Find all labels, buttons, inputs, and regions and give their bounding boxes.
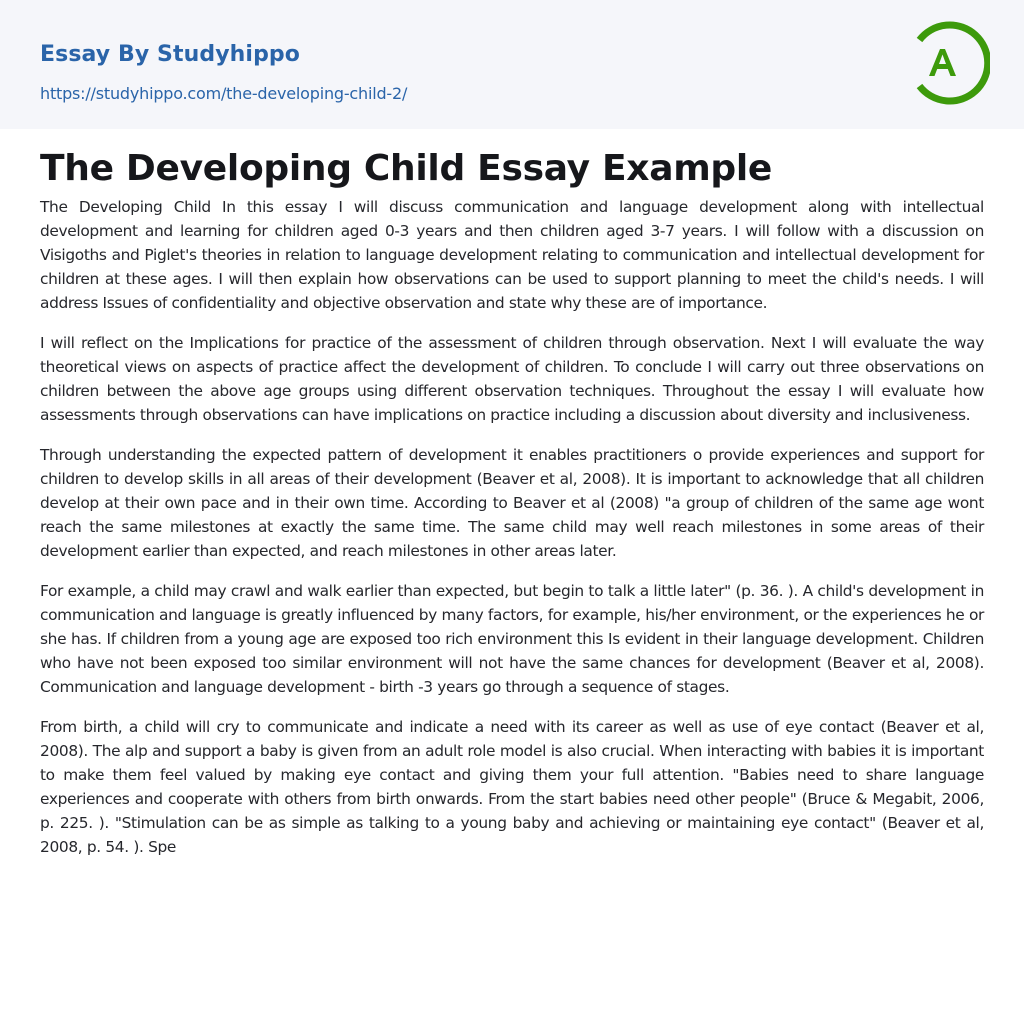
site-name: Essay By Studyhippo [40, 42, 300, 67]
essay-paragraph: Through understanding the expected pattern of development it enables practitioners o provide experiences and support for children to develop skills in all areas of their development (Beaver et al, 2008). It is important to acknowledge that all children develop at their own pace and in their own time. According to Beaver et al (2008) "a group of children of the same age wont reach the same milestones at exactly the same time. The same child may well reach milestones in some areas of their development earlier than expected, and reach milestones in other areas later. [40, 446, 984, 560]
site-header [0, 0, 1024, 129]
article [0, 147, 1024, 859]
essay-paragraph: From birth, a child will cry to communicate and indicate a need with its career as well as use of eye contact (Beaver et al, 2008). The alp and support a baby is given from an adult role model is also crucial. When interacting with babies it is important to make them feel valued by making eye contact and giving them your full attention. "Babies need to share language experiences and cooperate with others from birth onwards. From the start babies need other people" (Bruce & Megabit, 2006, p. 225. ). "Stimulation can be as simple as talking to a young baby and achieving or maintaining eye contact" (Beaver et al, 2008, p. 54. ). Spe [40, 718, 984, 856]
studyhippo-logo-icon[interactable] [910, 18, 990, 108]
essay-paragraph: I will reflect on the Implications for practice of the assessment of children through observation. Next I will evaluate the way theoretical views on aspects of practice affect the development of children. To conclude I will carry out three observations on children between the above age groups using different observation techniques. Throughout the essay I will evaluate how assessments through observations can have implications on practice including a discussion about diversity and inclusiveness. [40, 334, 984, 424]
page-title: The Developing Child Essay Example [40, 148, 773, 189]
essay-paragraph: For example, a child may crawl and walk earlier than expected, but begin to talk a little later" (p. 36. ). A child's development in communication and language is greatly influenced by many factors, for example, his/her environment, or the experiences he or she has. If children from a young age are exposed too rich environment this Is evident in their language development. Children who have not been exposed too similar environment will not have the same chances for development (Beaver et al, 2008). Communication and language development - birth -3 years go through a sequence of stages. [40, 582, 984, 696]
essay-paragraph: The Developing Child In this essay I will discuss communication and language development along with intellectual development and learning for children aged 0-3 years and then children aged 3-7 years. I will follow with a discussion on Visigoths and Piglet's theories in relation to language development relating to communication and intellectual development for children at these ages. I will then explain how observations can be used to support planning to meet the child's needs. I will address Issues of confidentiality and objective observation and state why these are of importance. [40, 198, 984, 312]
source-url-link[interactable]: https://studyhippo.com/the-developing-child-2/ [40, 84, 408, 103]
